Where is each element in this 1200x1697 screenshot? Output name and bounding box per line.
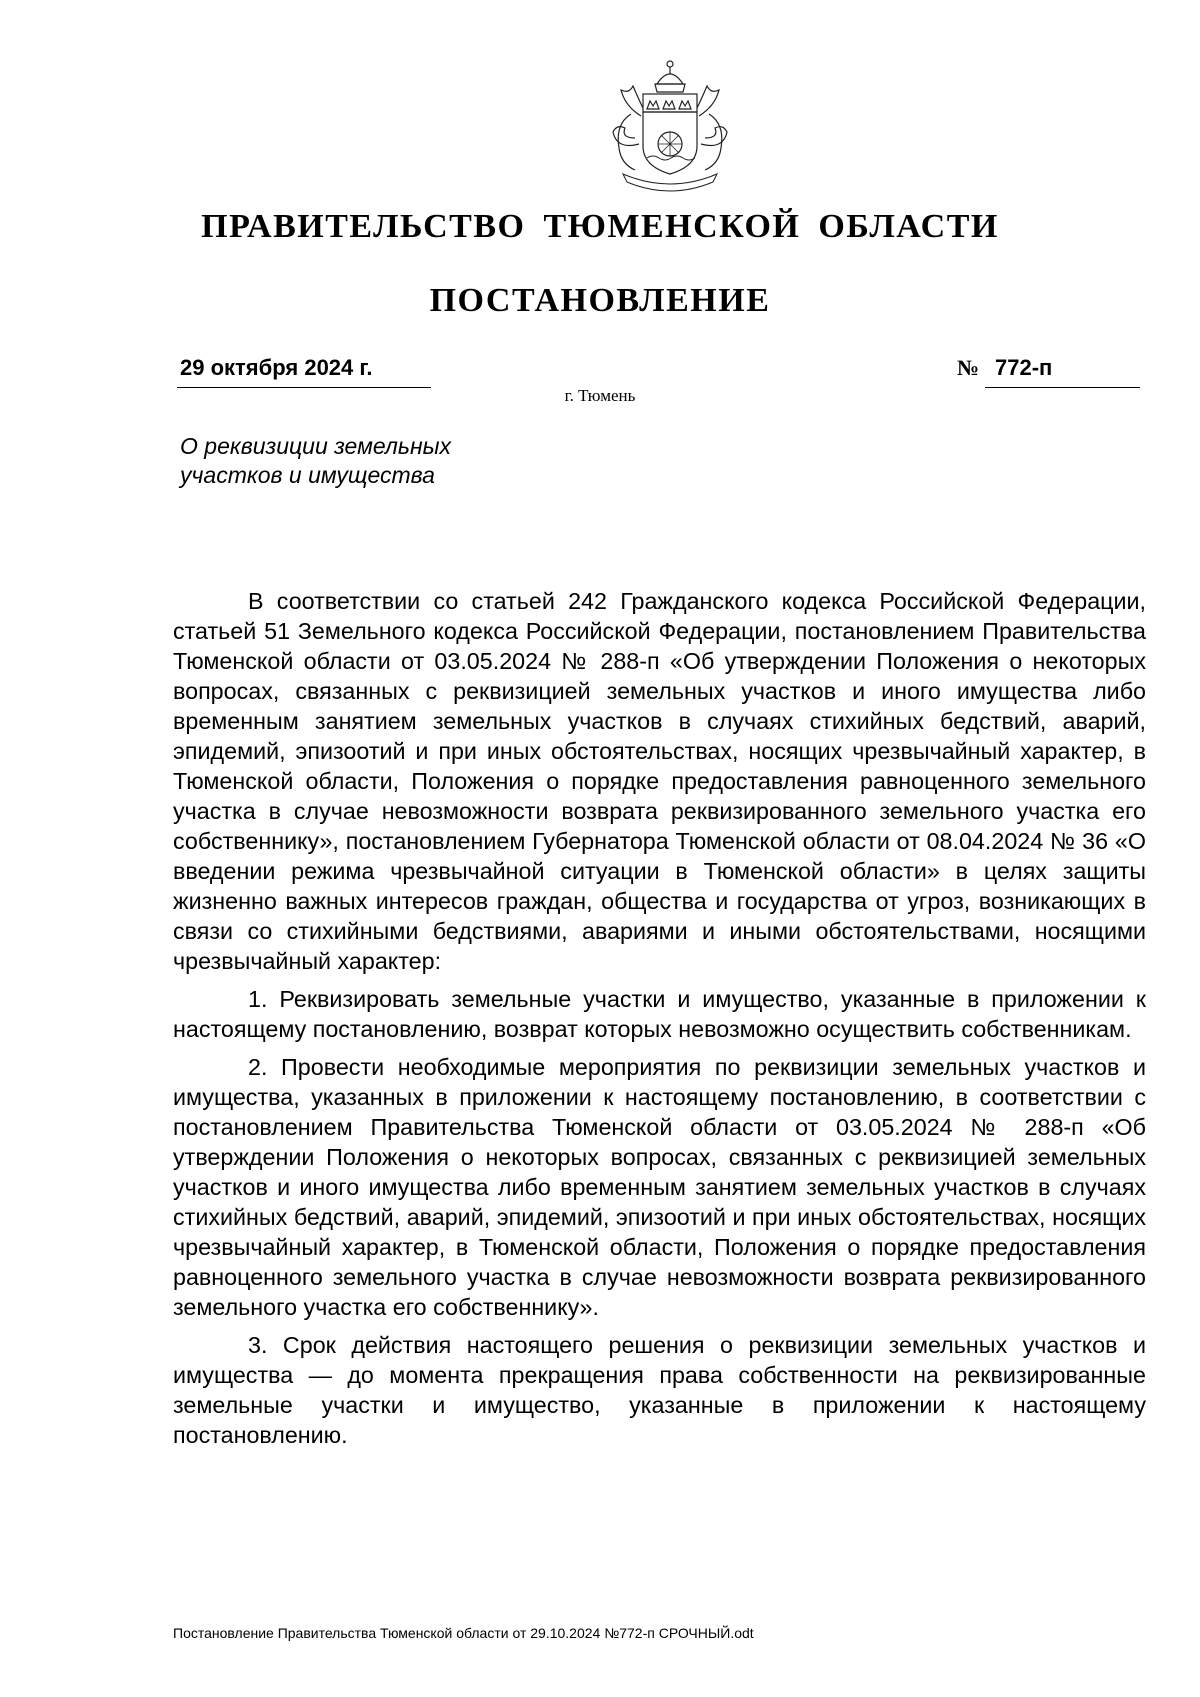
document-date-field — [177, 355, 431, 388]
clause-3-paragraph: 3. Срок действия настоящего решения о реквизиции земельных участков и имущества — до момента прекращения права собственности на реквизированные земельные участки и имущество, указанные в приложении к настоящему постановлению. — [173, 1332, 1146, 1448]
footer-filename: Постановление Правительства Тюменской области от 29.10.2024 №772-п СРОЧНЫЙ.odt — [173, 1625, 754, 1641]
organization-title: ПРАВИТЕЛЬСТВО ТЮМЕНСКОЙ ОБЛАСТИ — [201, 208, 999, 245]
preamble-paragraph: В соответствии со статьей 242 Гражданского кодекса Российской Федерации, статьей 51 Земельного кодекса Российской Федерации, постановлением Правительства Тюменской области от 03.05.2024 № 288-п «Об утверждении Положения о некоторых вопросах, связанных с реквизицией земельных участков и иного имущества либо временным занятием земельных участков в случаях стихийных бедствий, аварий, эпидемий, эпизоотий и при иных обстоятельствах, носящих чрезвычайный характер, в Тюменской области, Положения о порядке предоставления равноценного земельного участка в случае невозможности возврата реквизированного земельного участка его собственнику», постановлением Губернатора Тюменской области от 08.04.2024 № 36 «О введении режима чрезвычайной ситуации в Тюменской области» в целях защиты жизненно важных интересов граждан, общества и государства от угроз, возникающих в связи со стихийными бедствиями, авариями и иными обстоятельствами, носящими чрезвычайный характер: — [173, 588, 1146, 974]
document-city: г. Тюмень — [564, 386, 636, 405]
tyumen-oblast-coat-of-arms-icon — [595, 54, 745, 194]
document-number: 772-п — [995, 355, 1053, 380]
subject-line: О реквизиции земельных — [180, 433, 452, 459]
document-number-field — [957, 355, 1140, 387]
document-number-line — [985, 355, 1140, 388]
document-subject — [180, 432, 520, 490]
document-body — [173, 586, 1146, 1458]
clause-2-paragraph: 2. Провести необходимые мероприятия по реквизиции земельных участков и имущества, указанных в приложении к настоящему постановлению, в соответствии с постановлением Правительства Тюменской области от 03.05.2024 № 288-п «Об утверждении Положения о некоторых вопросах, связанных с реквизицией земельных участков и иного имущества либо временным занятием земельных участков в случаях стихийных бедствий, аварий, эпидемий, эпизоотий и при иных обстоятельствах, носящих чрезвычайный характер, в Тюменской области, Положения о порядке предоставления равноценного земельного участка в случае невозможности возврата реквизированного земельного участка его собственнику». — [173, 1054, 1146, 1320]
number-sign: № — [957, 355, 980, 380]
document-type-title: ПОСТАНОВЛЕНИЕ — [429, 282, 771, 319]
document-date: 29 октября 2024 г. — [180, 355, 373, 380]
subject-line: участков и имущества — [180, 462, 435, 488]
clause-1-paragraph: 1. Реквизировать земельные участки и имущество, указанные в приложении к настоящему постановлению, возврат которых невозможно осуществить собственникам. — [173, 986, 1146, 1042]
